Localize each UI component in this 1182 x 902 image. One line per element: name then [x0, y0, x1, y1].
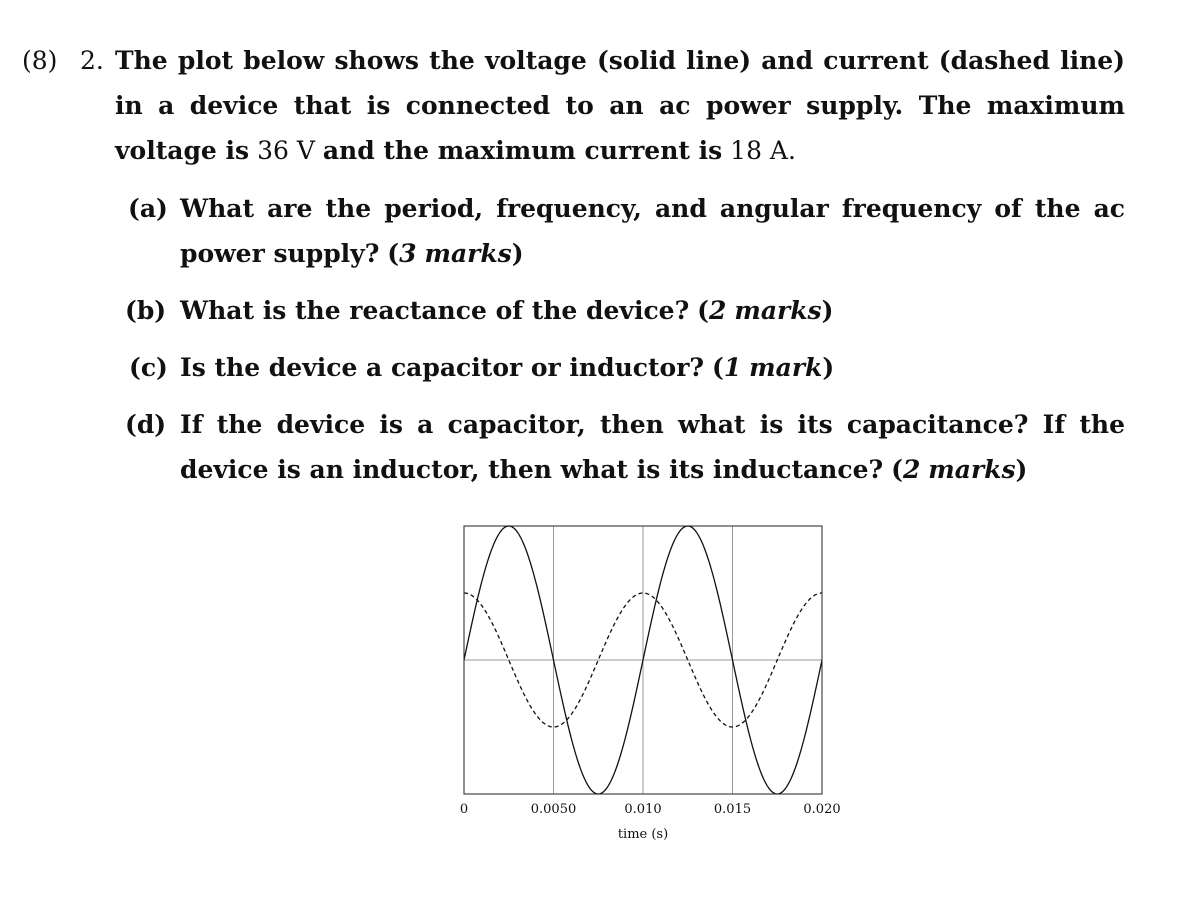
- part-d-line1: If the device is a capacitor, then what is its capacitance? If the: [180, 410, 1125, 439]
- x-tick-label: 0.0050: [530, 802, 577, 817]
- part-a-line2: power supply? (3 marks): [180, 239, 524, 268]
- max-voltage: 36 V: [257, 136, 315, 165]
- question-marks: (8): [22, 46, 58, 75]
- part-b-line1: What is the reactance of the device? (2 marks): [180, 296, 834, 325]
- x-tick-label: 0.015: [713, 802, 752, 817]
- tick-labels: [460, 802, 841, 817]
- part-a-line1: What are the period, frequency, and angular frequency of the ac: [180, 194, 1125, 223]
- x-tick-label: 0: [459, 802, 469, 817]
- question-intro-line1: The plot below shows the voltage (solid line) and current (dashed line): [115, 46, 1125, 75]
- part-c-line1: Is the device a capacitor or inductor? (1 mark): [180, 353, 835, 382]
- part-a-label: (a): [128, 194, 168, 223]
- question-intro-line2: in a device that is connected to an ac power supply. The maximum: [115, 91, 1125, 120]
- x-tick-label: 0.020: [803, 802, 841, 817]
- question-number: 2.: [80, 46, 104, 75]
- part-c-label: (c): [129, 353, 168, 382]
- part-d-line2: device is an inductor, then what is its inductance? (2 marks): [180, 455, 1028, 484]
- max-current: 18 A.: [730, 136, 796, 165]
- part-b-label: (b): [125, 296, 167, 325]
- question-intro-line3: voltage is 36 V and the maximum current is 18 A.: [115, 136, 796, 165]
- part-d-label: (d): [125, 410, 167, 439]
- x-axis-label: time (s): [617, 827, 669, 842]
- voltage-current-chart: [430, 515, 860, 855]
- x-tick-label: 0.010: [624, 802, 662, 817]
